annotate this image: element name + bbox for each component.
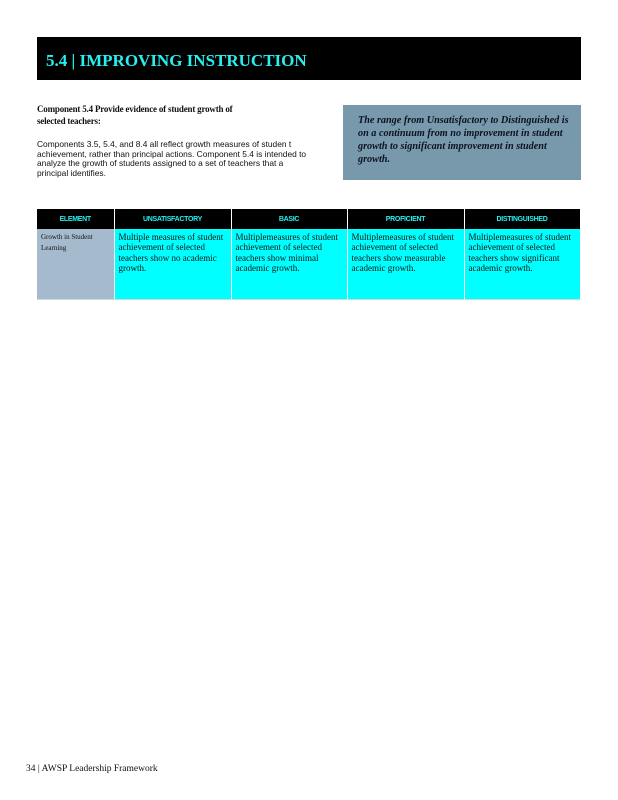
component-heading: Component 5.4 Provide evidence of student growth of selected teachers:	[37, 104, 233, 126]
page-title-bar	[37, 37, 581, 80]
page-title: 5.4 | IMPROVING INSTRUCTION	[46, 51, 307, 70]
callout-text: The range from Unsatisfactory to Distinguished is on a continuum from no improvement in student growth to significant improvement in student growth.	[358, 115, 569, 165]
basic-cell: Multiplemeasures of student achievement of selected teachers show minimal academic growth.	[231, 229, 347, 299]
header-unsatisfactory: UNSATISFACTORY	[114, 209, 231, 229]
unsatisfactory-cell: Multiple measures of student achievement of selected teachers show no academic growth.	[114, 229, 231, 299]
header-proficient: PROFICIENT	[347, 209, 464, 229]
rubric-table	[37, 209, 581, 300]
proficient-cell: Multiplemeasures of student achievement of selected teachers show measurable academic growth.	[347, 229, 464, 299]
component-description: Components 3.5, 5.4, and 8.4 all reflect growth measures of studen t achievement, rather than principal actions. Component 5.4 is intended to analyze the growth of students assigned to a set of teachers that a principal identifies.	[37, 139, 307, 178]
distinguished-cell: Multiplemeasures of student achievement of selected teachers show significant academic growth.	[464, 229, 580, 299]
page-footer: 34 | AWSP Leadership Framework	[26, 764, 158, 774]
rubric-header-row	[37, 209, 580, 229]
continuum-callout	[343, 105, 581, 180]
header-element: ELEMENT	[37, 209, 114, 229]
header-distinguished: DISTINGUISHED	[464, 209, 580, 229]
element-cell: Growth in Student Learning	[37, 229, 114, 299]
header-basic: BASIC	[231, 209, 347, 229]
table-row	[37, 229, 580, 299]
